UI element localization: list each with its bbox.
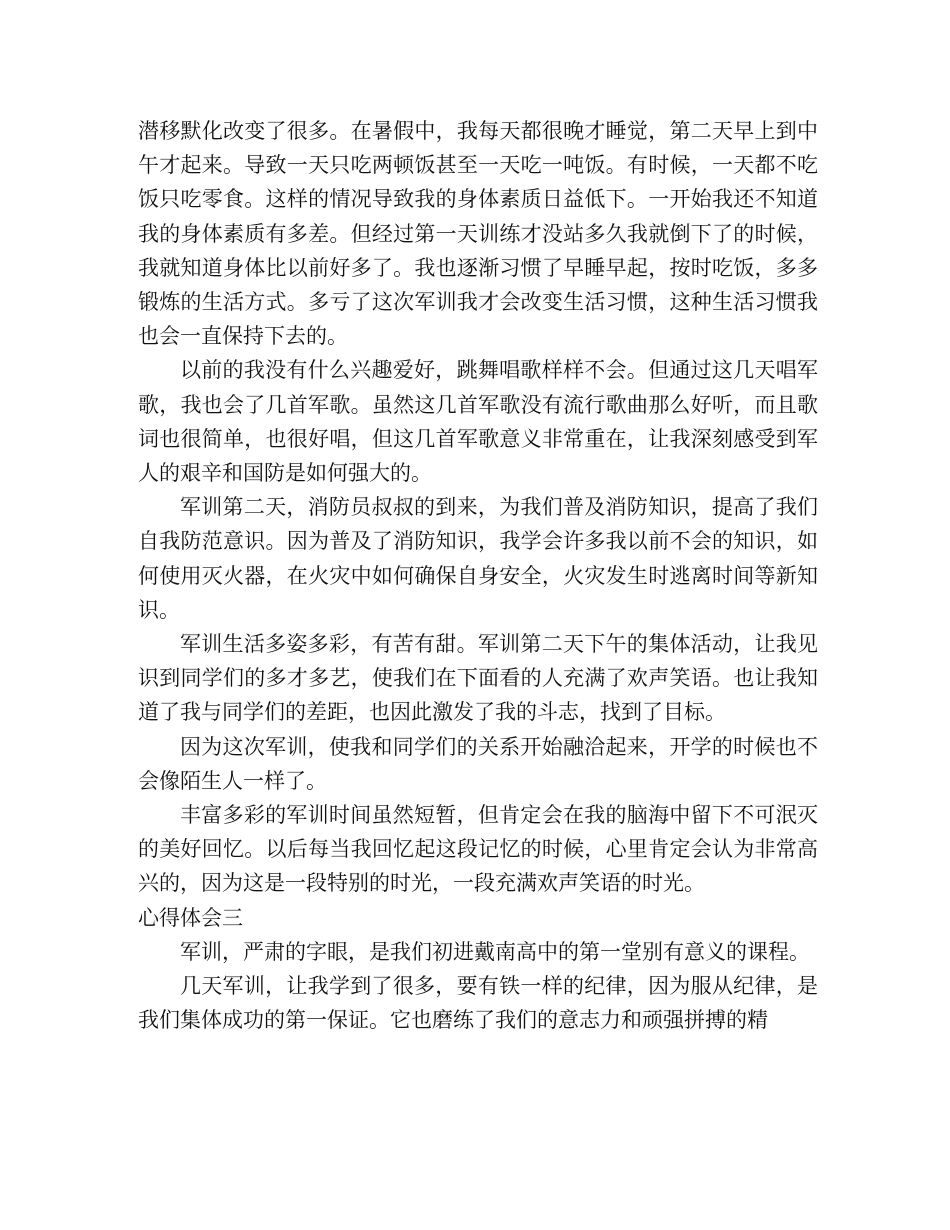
paragraph-activities: 军训生活多姿多彩，有苦有甜。军训第二天下午的集体活动，让我见识到同学们的多才多艺，使我们在下面看的人充满了欢声笑语。也让我知道了我与同学们的差距，也因此激发了我的斗志，找到了目标。	[138, 632, 818, 725]
paragraph-hobbies: 以前的我没有什么兴趣爱好，跳舞唱歌样样不会。但通过这几天唱军歌，我也会了几首军歌。虽然这几首军歌没有流行歌曲那么好听，而且歌词也很简单，也很好唱，但这几首军歌意义非常重在，让我深刻感受到军人的艰辛和国防是如何强大的。	[138, 358, 818, 486]
paragraph-classmates: 因为这次军训，使我和同学们的关系开始融洽起来，开学的时候也不会像陌生人一样了。	[138, 734, 818, 793]
paragraph-section-discipline: 几天军训，让我学到了很多，要有铁一样的纪律，因为服从纪律，是我们集体成功的第一保证。它也磨练了我们的意志力和顽强拼搏的精	[138, 974, 818, 1033]
paragraph-memories: 丰富多彩的军训时间虽然短暂，但肯定会在我的脑海中留下不可泯灭的美好回忆。以后每当我回忆起这段记忆的时候，心里肯定会认为非常高兴的，因为这是一段特别的时光，一段充满欢声笑语的时光。	[138, 803, 818, 896]
paragraph-section-intro: 军训，严肃的字眼，是我们初进戴南高中的第一堂别有意义的课程。	[180, 939, 810, 964]
paragraph-continuation: 潜移默化改变了很多。在暑假中，我每天都很晚才睡觉，第二天早上到中午才起来。导致一天只吃两顿饭甚至一天吃一吨饭。有时候，一天都不吃饭只吃零食。这样的情况导致我的身体素质日益低下。一开始我还不知道我的身体素质有多差。但经过第一天训练才没站多久我就倒下了的时候，我就知道身体比以前好多了。我也逐渐习惯了早睡早起，按时吃饭，多多锻炼的生活方式。多亏了这次军训我才会改变生活习惯，这种生活习惯我也会一直保持下去的。	[138, 119, 818, 349]
paragraph-fire-safety: 军训第二天，消防员叔叔的到来，为我们普及消防知识，提高了我们自我防范意识。因为普及了消防知识，我学会许多我以前不会的知识，如何使用灭火器，在火灾中如何确保自身安全，火灾发生时逃离时间等新知识。	[138, 495, 818, 622]
section-heading: 心得体会三	[138, 905, 243, 930]
document-body	[138, 114, 818, 1037]
